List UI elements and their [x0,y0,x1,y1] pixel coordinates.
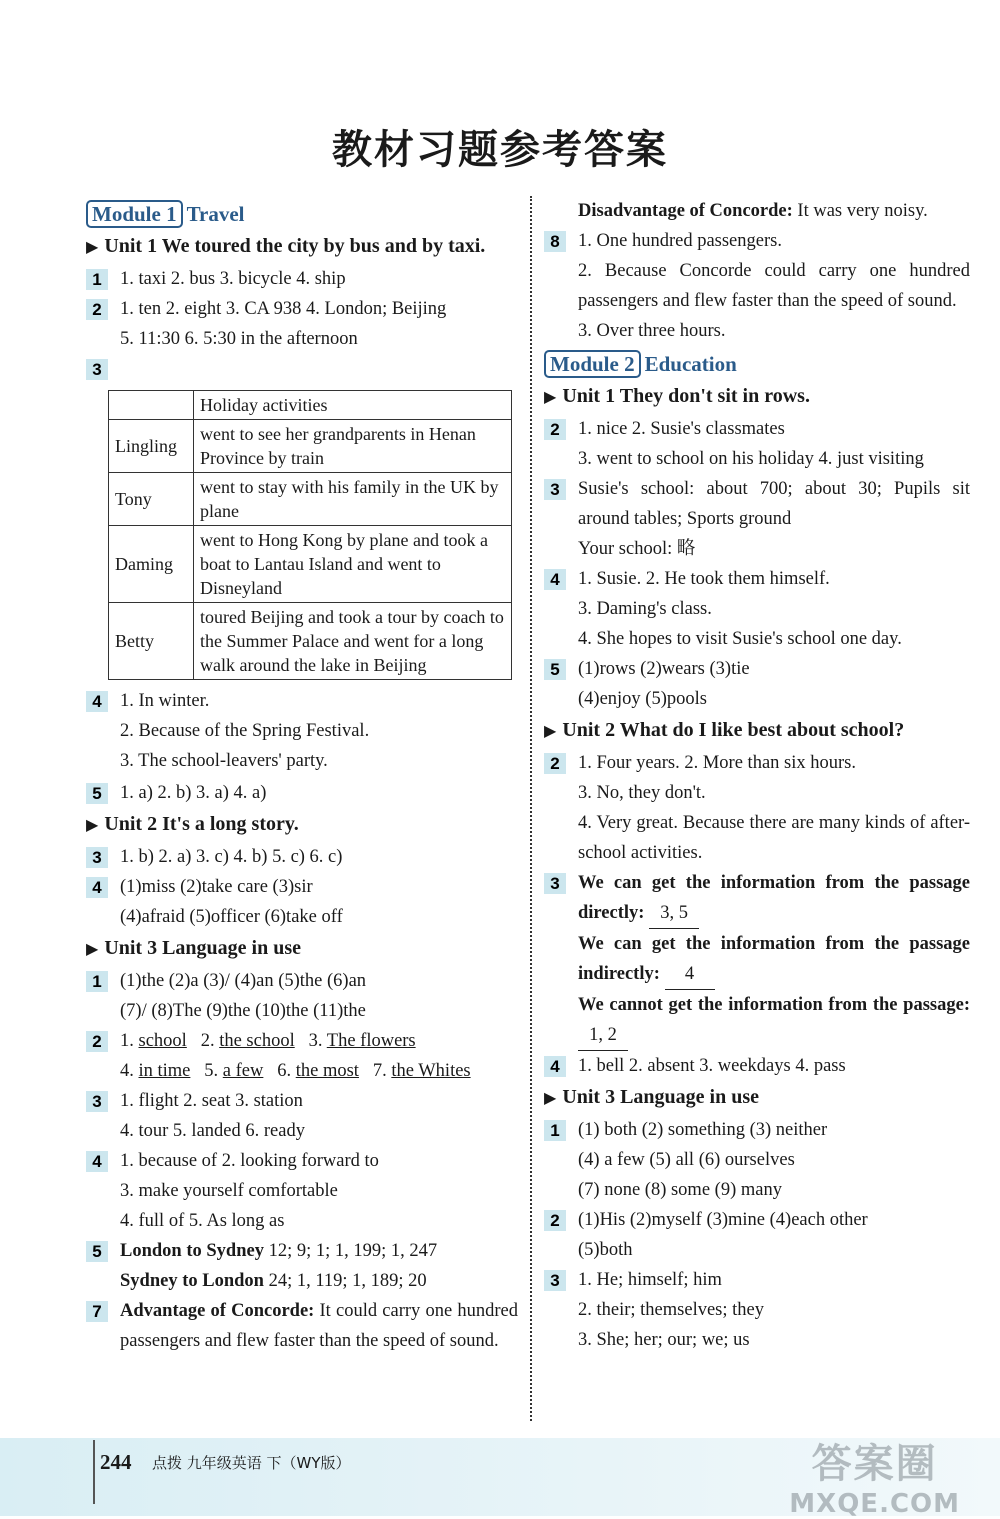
exercise-line: 4. in time 5. a few 6. the most 7. the Whites [120,1061,471,1081]
exercise: 3 1. b) 2. a) 3. c) 4. b) 5. c) 6. c) [86,842,518,872]
watermark-url: MXQE.COM [789,1489,960,1519]
exercise-number: 2 [86,299,108,320]
exercise-number: 7 [86,1301,108,1322]
exercise: 4 (1)miss (2)take care (3)sir [86,872,518,902]
exercise-line: 3. Daming's class. [578,599,712,619]
exercise-number: 2 [544,419,566,440]
exercise: 1 (1) both (2) something (3) neither [544,1115,974,1145]
module-name: Travel [186,202,245,226]
exercise-number: 4 [86,1151,108,1172]
exercise-line: 3. No, they don't. [578,783,706,803]
page-number: 244 [100,1450,132,1474]
table-row: Betty toured Beijing and took a tour by coach to the Summer Palace and went for a long walk around the lake in Beijing [109,603,512,680]
exercise-line: 4. tour 5. landed 6. ready [120,1121,305,1141]
exercise: 4 1. bell 2. absent 3. weekdays 4. pass [544,1051,974,1081]
exercise-number: 4 [544,569,566,590]
exercise-line: 3. make yourself comfortable [120,1181,338,1201]
exercise-line: 4. She hopes to visit Susie's school one day. [578,629,902,649]
exercise-line: (4)enjoy (5)pools [578,689,707,709]
watermark-logo [789,1432,960,1519]
right-column [544,196,974,1355]
exercise: 3 We can get the information from the passage directly: 3, 5 [544,868,970,929]
unit-heading: ▶ Unit 2 What do I like best about school? [544,719,905,741]
unit-heading: ▶ Unit 1 We toured the city by bus and by taxi. [86,235,486,257]
unit-heading: ▶ Unit 3 Language in use [544,1086,760,1108]
book-title: 点拨 九年级英语 下（WY版） [152,1454,351,1472]
exercise: 3 1. flight 2. seat 3. station [86,1086,518,1116]
exercise: 3 1. He; himself; him [544,1265,974,1295]
triangle-icon: ▶ [86,239,99,256]
exercise-line: 4. full of 5. As long as [120,1211,285,1231]
exercise-number: 5 [86,1241,108,1262]
exercise-number: 4 [86,691,108,712]
table-row: Tony went to stay with his family in the UK by plane [109,473,512,526]
unit-heading: ▶ Unit 2 It's a long story. [86,813,299,835]
exercise-line: (5)both [578,1240,633,1260]
watermark-text: 答案圈 [811,1441,938,1487]
exercise: 7 Advantage of Concorde: It could carry one hundred passengers and flew faster than the speed of sound. [86,1296,518,1356]
table-header: Holiday activities [194,391,512,420]
exercise-number: 1 [86,971,108,992]
exercise-line: 2. Because Concorde could carry one hundred passengers and flew faster than the speed of sound. [578,261,970,311]
exercise-line: Sydney to London 24; 1, 119; 1, 189; 20 [120,1271,427,1291]
exercise-line: (4) a few (5) all (6) ourselves [578,1150,795,1170]
exercise-line: 3. She; her; our; we; us [578,1330,750,1350]
exercise-line: 3. The school-leavers' party. [120,751,328,771]
exercise: 4 1. because of 2. looking forward to [86,1146,518,1176]
module-name: Education [644,352,737,376]
exercise: 5 1. a) 2. b) 3. a) 4. a) [86,778,518,808]
exercise: 5 (1)rows (2)wears (3)tie [544,654,974,684]
exercise-number: 3 [86,1091,108,1112]
exercise [86,354,518,384]
exercise: 2 1. nice 2. Susie's classmates [544,414,974,444]
exercise-line: (7) none (8) some (9) many [578,1180,782,1200]
exercise-number: 2 [86,1031,108,1052]
exercise: 4 1. In winter. [86,686,518,716]
triangle-icon: ▶ [544,1090,557,1107]
exercise: 1 (1)the (2)a (3)/ (4)an (5)the (6)an [86,966,518,996]
exercise: 2 1. Four years. 2. More than six hours. [544,748,974,778]
exercise-line: Your school: 略 [578,539,696,559]
module-label: Module 1 [86,200,183,228]
triangle-icon: ▶ [86,941,99,958]
exercise-number: 3 [544,479,566,500]
exercise-line: We can get the information from the passage indirectly: 4 [544,929,970,990]
exercise-line: Disadvantage of Concorde: It was very noisy. [578,201,928,221]
exercise-number: 3 [86,359,108,380]
exercise-line: 2. Because of the Spring Festival. [120,721,370,741]
exercise: 1 1. taxi 2. bus 3. bicycle 4. ship [86,264,518,294]
exercise-number: 3 [544,1270,566,1291]
exercise-line: 5. 11:30 6. 5:30 in the afternoon [120,329,358,349]
exercise: 3 Susie's school: about 700; about 30; Pupils sit around tables; Sports ground [544,474,970,534]
module-label: Module 2 [544,350,641,378]
triangle-icon: ▶ [86,817,99,834]
exercise: 8 1. One hundred passengers. [544,226,974,256]
module-heading [544,348,974,380]
exercise-line: We cannot get the information from the passage: 1, 2 [544,990,970,1051]
exercise: 2 1. school 2. the school 3. The flowers [86,1026,518,1056]
exercise-number: 3 [544,873,566,894]
exercise-line: 2. their; themselves; they [578,1300,764,1320]
exercise: 5 London to Sydney 12; 9; 1; 1, 199; 1, 247 [86,1236,518,1266]
triangle-icon: ▶ [544,723,557,740]
exercise-line: 3. Over three hours. [578,321,726,341]
module-heading [86,198,518,230]
exercise-line: (7)/ (8)The (9)the (10)the (11)the [120,1001,366,1021]
exercise-number: 8 [544,231,566,252]
exercise-number: 4 [544,1056,566,1077]
exercise-number: 5 [86,783,108,804]
table-row: Lingling went to see her grandparents in Henan Province by train [109,420,512,473]
exercise-number: 1 [86,269,108,290]
left-column [86,196,518,1356]
column-divider [530,196,532,1421]
exercise-number: 1 [544,1120,566,1141]
exercise-number: 2 [544,753,566,774]
exercise: 2 1. ten 2. eight 3. CA 938 4. London; Beijing [86,294,518,324]
exercise: 2 (1)His (2)myself (3)mine (4)each other [544,1205,974,1235]
footer-rule [93,1440,95,1504]
exercise-line: 3. went to school on his holiday 4. just visiting [578,449,924,469]
exercise-number: 3 [86,847,108,868]
exercise: 4 1. Susie. 2. He took them himself. [544,564,974,594]
unit-heading: ▶ Unit 1 They don't sit in rows. [544,385,810,407]
exercise-number: 4 [86,877,108,898]
exercise-line: (4)afraid (5)officer (6)take off [120,907,343,927]
exercise-number: 2 [544,1210,566,1231]
triangle-icon: ▶ [544,389,557,406]
table-row: Daming went to Hong Kong by plane and took a boat to Lantau Island and went to Disneyland [109,526,512,603]
page-title: 教材习题参考答案 [332,127,668,173]
exercise-line: 4. Very great. Because there are many kinds of after-school activities. [578,813,970,863]
holiday-table [108,390,512,680]
unit-heading: ▶ Unit 3 Language in use [86,937,302,959]
exercise-number: 5 [544,659,566,680]
